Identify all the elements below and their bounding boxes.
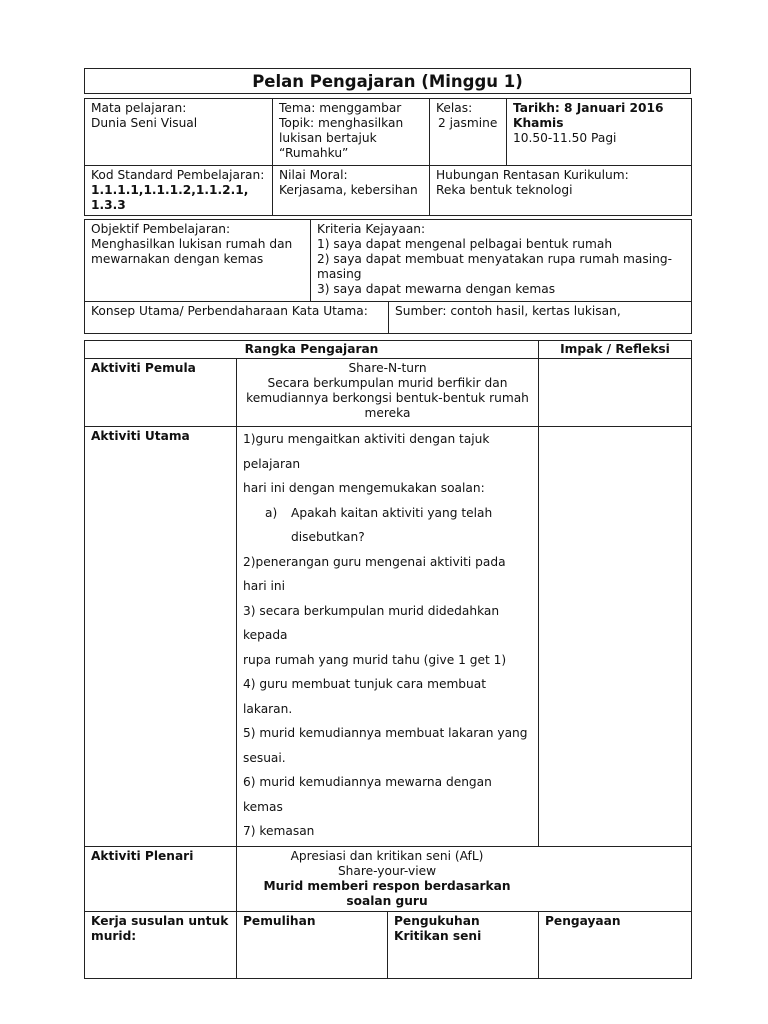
kritikan-label: Kritikan seni xyxy=(394,928,482,943)
kriteria-item: 2) saya dapat membuat menyatakan rupa rumah masing- xyxy=(317,252,672,266)
tarikh-cell xyxy=(507,99,692,166)
utama-line: rupa rumah yang murid tahu (give 1 get 1) xyxy=(243,652,507,667)
kelas-label: Kelas: xyxy=(436,101,473,115)
topik-line: “Rumahku” xyxy=(279,146,349,160)
info-table xyxy=(84,98,692,216)
rangka-table xyxy=(84,340,692,979)
pemula-content xyxy=(237,359,539,427)
subitem-text: disebutkan? xyxy=(291,530,365,544)
sumber-text: Sumber: contoh hasil, kertas lukisan, xyxy=(395,304,621,318)
utama-line: 7) kemasan xyxy=(243,824,315,838)
utama-line: hari ini dengan mengemukakan soalan: xyxy=(243,481,485,495)
plenari-content xyxy=(237,846,692,911)
pemula-label: Aktiviti Pemula xyxy=(91,361,196,375)
utama-line: 5) murid kemudiannya membuat lakaran yang xyxy=(243,726,528,740)
hubungan-value: Reka bentuk teknologi xyxy=(436,183,573,197)
plenari-line: Apresiasi dan kritikan seni (AfL) xyxy=(290,848,484,863)
pemula-line: Share-N-turn xyxy=(348,361,427,375)
pemula-impak xyxy=(539,359,692,427)
konsep-label: Konsep Utama/ Perbendaharaan Kata Utama: xyxy=(91,304,368,318)
nilai-label: Nilai Moral: xyxy=(279,168,348,182)
kriteria-item: 3) saya dapat mewarna dengan kemas xyxy=(317,282,556,296)
hari-text: Khamis xyxy=(513,116,564,130)
pemulihan-cell xyxy=(237,911,388,978)
mata-value: Dunia Seni Visual xyxy=(91,116,198,130)
pemula-label-cell xyxy=(85,359,237,427)
plenari-label-cell xyxy=(85,846,237,911)
page-title: Pelan Pengajaran (Minggu 1) xyxy=(84,68,691,94)
pengayaan-cell xyxy=(539,911,692,978)
utama-subitem xyxy=(243,501,532,526)
kriteria-label: Kriteria Kejayaan: xyxy=(317,222,426,236)
kriteria-cell xyxy=(311,220,692,302)
utama-line: 2)penerangan guru mengenai aktiviti pada hari ini xyxy=(243,554,506,593)
kod-label: Kod Standard Pembelajaran: xyxy=(91,168,265,182)
subitem-marker: a) xyxy=(265,505,278,520)
kelas-cell xyxy=(430,99,507,166)
utama-label: Aktiviti Utama xyxy=(91,429,190,443)
objektif-label: Objektif Pembelajaran: xyxy=(91,222,231,236)
utama-line: 6) murid kemudiannya mewarna dengan kemas xyxy=(243,775,492,814)
topik-line: Topik: menghasilkan xyxy=(279,116,404,130)
tarikh-text: Tarikh: 8 Januari 2016 xyxy=(513,101,664,115)
plenari-line: Murid memberi respon berdasarkan soalan guru xyxy=(263,878,511,908)
utama-line: sesuai. xyxy=(243,750,286,765)
tema-text: Tema: menggambar xyxy=(279,101,402,115)
kriteria-item: 1) saya dapat mengenal pelbagai bentuk rumah xyxy=(317,237,613,251)
objektif-cell xyxy=(85,220,311,302)
rangka-title: Rangka Pengajaran xyxy=(244,342,379,356)
pemula-line: mereka xyxy=(364,406,411,420)
plenari-label: Aktiviti Plenari xyxy=(91,848,194,863)
objektif-line: Menghasilkan lukisan rumah dan xyxy=(91,237,293,251)
kod-value: 1.1.1.1,1.1.1.2,1.1.2.1, xyxy=(91,183,249,197)
utama-line: 1)guru mengaitkan aktiviti dengan tajuk pelajaran xyxy=(243,432,490,471)
rangka-header xyxy=(85,341,539,359)
konsep-cell xyxy=(85,302,389,334)
sumber-cell xyxy=(389,302,692,334)
mata-cell xyxy=(85,99,273,166)
pemulihan-label: Pemulihan xyxy=(243,913,316,928)
objektif-table xyxy=(84,219,692,334)
subitem-text: Apakah kaitan aktiviti yang telah xyxy=(291,505,493,520)
kod-value: 1.3.3 xyxy=(91,198,126,212)
impak-header xyxy=(539,341,692,359)
kriteria-item: masing xyxy=(317,267,362,281)
kerja-label-cell xyxy=(85,911,237,978)
objektif-line: mewarnakan dengan kemas xyxy=(91,252,264,266)
kerja-label: murid: xyxy=(91,928,137,943)
topik-line: lukisan bertajuk xyxy=(279,131,377,145)
kelas-value: 2 jasmine xyxy=(438,116,498,130)
nilai-value: Kerjasama, kebersihan xyxy=(279,183,418,197)
utama-line: 4) guru membuat tunjuk cara membuat lakaran. xyxy=(243,677,487,716)
utama-impak xyxy=(539,427,692,847)
utama-label-cell xyxy=(85,427,237,847)
pemula-line: Secara berkumpulan murid berfikir dan xyxy=(267,376,508,390)
kerja-label: Kerja susulan untuk xyxy=(91,913,229,928)
hubungan-label: Hubungan Rentasan Kurikulum: xyxy=(436,168,629,182)
pengukuhan-cell xyxy=(388,911,539,978)
utama-content xyxy=(237,427,539,847)
hubungan-cell xyxy=(430,166,692,216)
masa-text: 10.50-11.50 Pagi xyxy=(513,131,617,145)
kod-cell xyxy=(85,166,273,216)
tema-cell xyxy=(273,99,430,166)
mata-label: Mata pelajaran: xyxy=(91,101,187,115)
nilai-cell xyxy=(273,166,430,216)
pemula-line: kemudiannya berkongsi bentuk-bentuk rumah xyxy=(246,391,529,405)
pengukuhan-label: Pengukuhan xyxy=(394,913,480,928)
utama-line: 3) secara berkumpulan murid didedahkan kepada xyxy=(243,603,500,642)
plenari-line: Share-your-view xyxy=(337,863,437,878)
impak-title: Impak / Refleksi xyxy=(560,342,670,356)
pengayaan-label: Pengayaan xyxy=(545,913,621,928)
